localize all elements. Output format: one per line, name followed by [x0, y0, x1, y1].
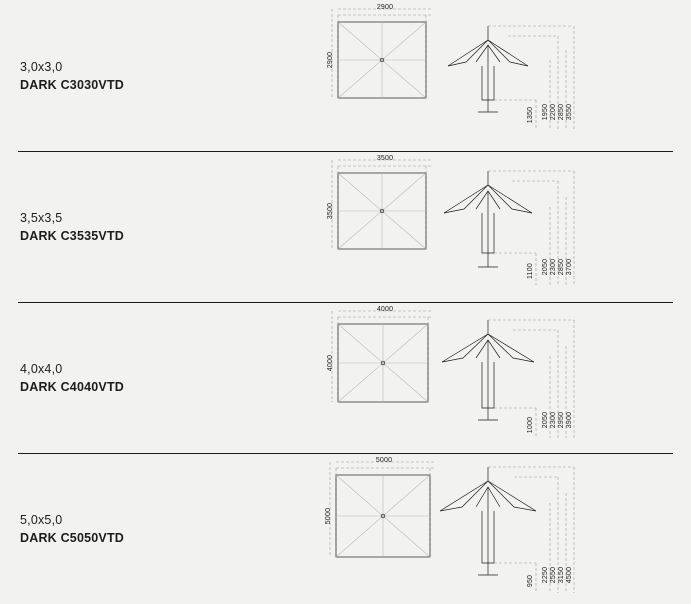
pole-height-dim: 1350 [527, 106, 534, 124]
spec-row [0, 453, 691, 604]
product-labels [0, 511, 300, 547]
plan-depth-dim: 5000 [325, 507, 332, 525]
product-labels [0, 58, 300, 94]
technical-drawings [300, 151, 691, 302]
plan-width-dim: 5000 [375, 457, 393, 464]
plan-width-dim: 3500 [376, 155, 394, 162]
plan-depth-dim: 2900 [327, 51, 334, 69]
elevation-dim-2: 2200 [550, 103, 557, 121]
pole-height-dim: 1000 [527, 416, 534, 434]
product-code: DARK C3030VTD [20, 77, 125, 92]
elevation-dim-3: 2850 [558, 258, 565, 276]
product-labels [0, 209, 300, 245]
drawing-svg-row-2 [300, 151, 691, 302]
product-size: 3,0x3,0 [20, 59, 63, 74]
pole-height-dim: 950 [527, 574, 534, 588]
product-size: 4,0x4,0 [20, 361, 63, 376]
technical-drawings [300, 302, 691, 453]
technical-drawings [300, 453, 691, 604]
elevation-dim-2: 2300 [550, 258, 557, 276]
elevation-dim-2: 2550 [550, 566, 557, 584]
plan-width-dim: 2900 [376, 4, 394, 11]
spec-row [0, 151, 691, 302]
elevation-dim-3: 3150 [558, 566, 565, 584]
elevation-dim-1: 2050 [542, 258, 549, 276]
product-code: DARK C3535VTD [20, 228, 125, 243]
elevation-dim-4: 3550 [566, 103, 573, 121]
spec-row [0, 302, 691, 453]
product-size: 3,5x3,5 [20, 210, 63, 225]
drawing-svg-row-3 [300, 302, 691, 453]
spec-row [0, 0, 691, 151]
elevation-dim-1: 1950 [542, 103, 549, 121]
plan-depth-dim: 4000 [327, 354, 334, 372]
product-code: DARK C4040VTD [20, 379, 125, 394]
plan-depth-dim: 3500 [327, 202, 334, 220]
elevation-dim-3: 2950 [558, 411, 565, 429]
drawing-svg-row-4 [300, 453, 691, 604]
elevation-dim-4: 3700 [566, 258, 573, 276]
product-code: DARK C5050VTD [20, 530, 125, 545]
elevation-dim-4: 3900 [566, 411, 573, 429]
plan-width-dim: 4000 [376, 306, 394, 313]
elevation-dim-1: 2250 [542, 566, 549, 584]
elevation-dim-3: 2850 [558, 103, 565, 121]
elevation-dim-1: 2050 [542, 411, 549, 429]
elevation-dim-4: 4500 [566, 566, 573, 584]
drawing-svg-row-1 [300, 0, 691, 151]
product-size: 5,0x5,0 [20, 512, 63, 527]
technical-drawings [300, 0, 691, 151]
product-labels [0, 360, 300, 396]
elevation-dim-2: 2300 [550, 411, 557, 429]
pole-height-dim: 1100 [527, 263, 534, 279]
